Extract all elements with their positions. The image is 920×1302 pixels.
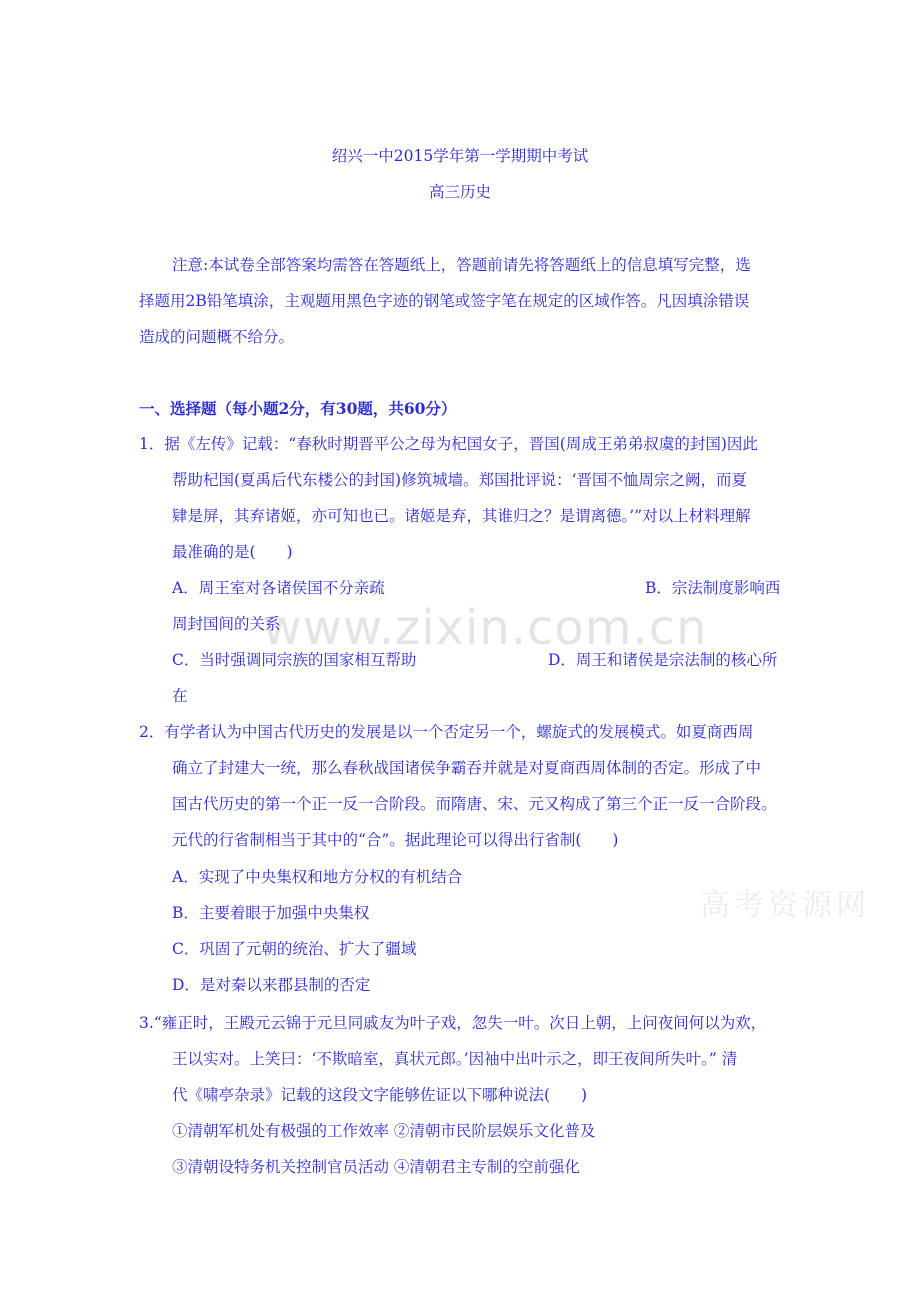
- q1-line-1: 1．据《左传》记载：“春秋时期晋平公之母为杞国女子，晋国(周成王弟弟叔虞的封国)因此: [139, 435, 758, 453]
- q1-line-4: 最准确的是( ): [172, 543, 293, 561]
- q1-line-2: 帮助杞国(夏禹后代东楼公的封国)修筑城墙。郑国批评说：‘晋国不恤周宗之阙，而夏: [172, 471, 748, 489]
- q1-option-a: A．周王室对各诸侯国不分亲疏: [172, 579, 385, 597]
- q1-option-b-cont: 周封国间的关系: [172, 615, 281, 633]
- section-heading: 一、选择题（每小题2分，有30题，共60分）: [139, 399, 457, 418]
- q2-option-c: C．巩固了元朝的统治、扩大了疆域: [172, 940, 417, 958]
- q2-line-2: 确立了封建大一统，那么春秋战国诸侯争霸吞并就是对夏商西周体制的否定。形成了中: [172, 759, 762, 777]
- q3-line-3: 代《啸亭杂录》记载的这段文字能够佐证以下哪种说法( ): [172, 1086, 588, 1104]
- exam-title: 绍兴一中2015学年第一学期期中考试: [331, 147, 589, 165]
- brand-watermark: 高考资源网: [700, 888, 870, 923]
- q3-line-2: 王以实对。上笑曰：‘不欺暗室，真状元郎。’因袖中出叶示之，即王夜间所失叶。” 清: [172, 1050, 738, 1068]
- q1-option-b: B．宗法制度影响西: [645, 579, 781, 597]
- q1-option-c: C．当时强调同宗族的国家相互帮助: [172, 651, 417, 669]
- q2-line-4: 元代的行省制相当于其中的“合”。据此理论可以得出行省制( ): [172, 831, 619, 849]
- q1-option-d-cont: 在: [172, 687, 188, 705]
- site-watermark: www.zixin.com.cn: [262, 600, 708, 656]
- exam-subject: 高三历史: [428, 183, 491, 201]
- q1-line-3: 肄是屏，其弃诸姬，亦可知也已。诸姬是弃，其谁归之？是谓离德。’”对以上材料理解: [172, 507, 751, 525]
- q2-option-b: B．主要着眼于加强中央集权: [172, 904, 370, 922]
- q1-option-d: D．周王和诸侯是宗法制的核心所: [548, 651, 778, 669]
- q2-line-3: 国古代历史的第一个正一反一合阶段。而隋唐、宋、元又构成了第三个正一反一合阶段。: [172, 795, 777, 813]
- q2-line-1: 2．有学者认为中国古代历史的发展是以一个否定另一个，螺旋式的发展模式。如夏商西周: [139, 723, 754, 741]
- q2-option-a: A．实现了中央集权和地方分权的有机结合: [172, 868, 463, 886]
- q3-options-1-2: ①清朝军机处有极强的工作效率 ②清朝市民阶层娱乐文化普及: [172, 1122, 596, 1140]
- notice-line-2: 择题用2B铅笔填涂，主观题用黑色字迹的钢笔或签字笔在规定的区域作答。凡因填涂错误: [139, 292, 750, 310]
- q3-line-1: 3.“雍正时，王殿元云锦于元旦同戚友为叶子戏，忽失一叶。次日上朝，上问夜间何以为欢，: [139, 1014, 767, 1032]
- q3-options-3-4: ③清朝设特务机关控制官员活动 ④清朝君主专制的空前强化: [172, 1158, 580, 1176]
- notice-line-1: 注意:本试卷全部答案均需答在答题纸上，答题前请先将答题纸上的信息填写完整，选: [172, 256, 751, 274]
- notice-line-3: 造成的问题概不给分。: [139, 328, 295, 346]
- q2-option-d: D．是对秦以来郡县制的否定: [172, 976, 371, 994]
